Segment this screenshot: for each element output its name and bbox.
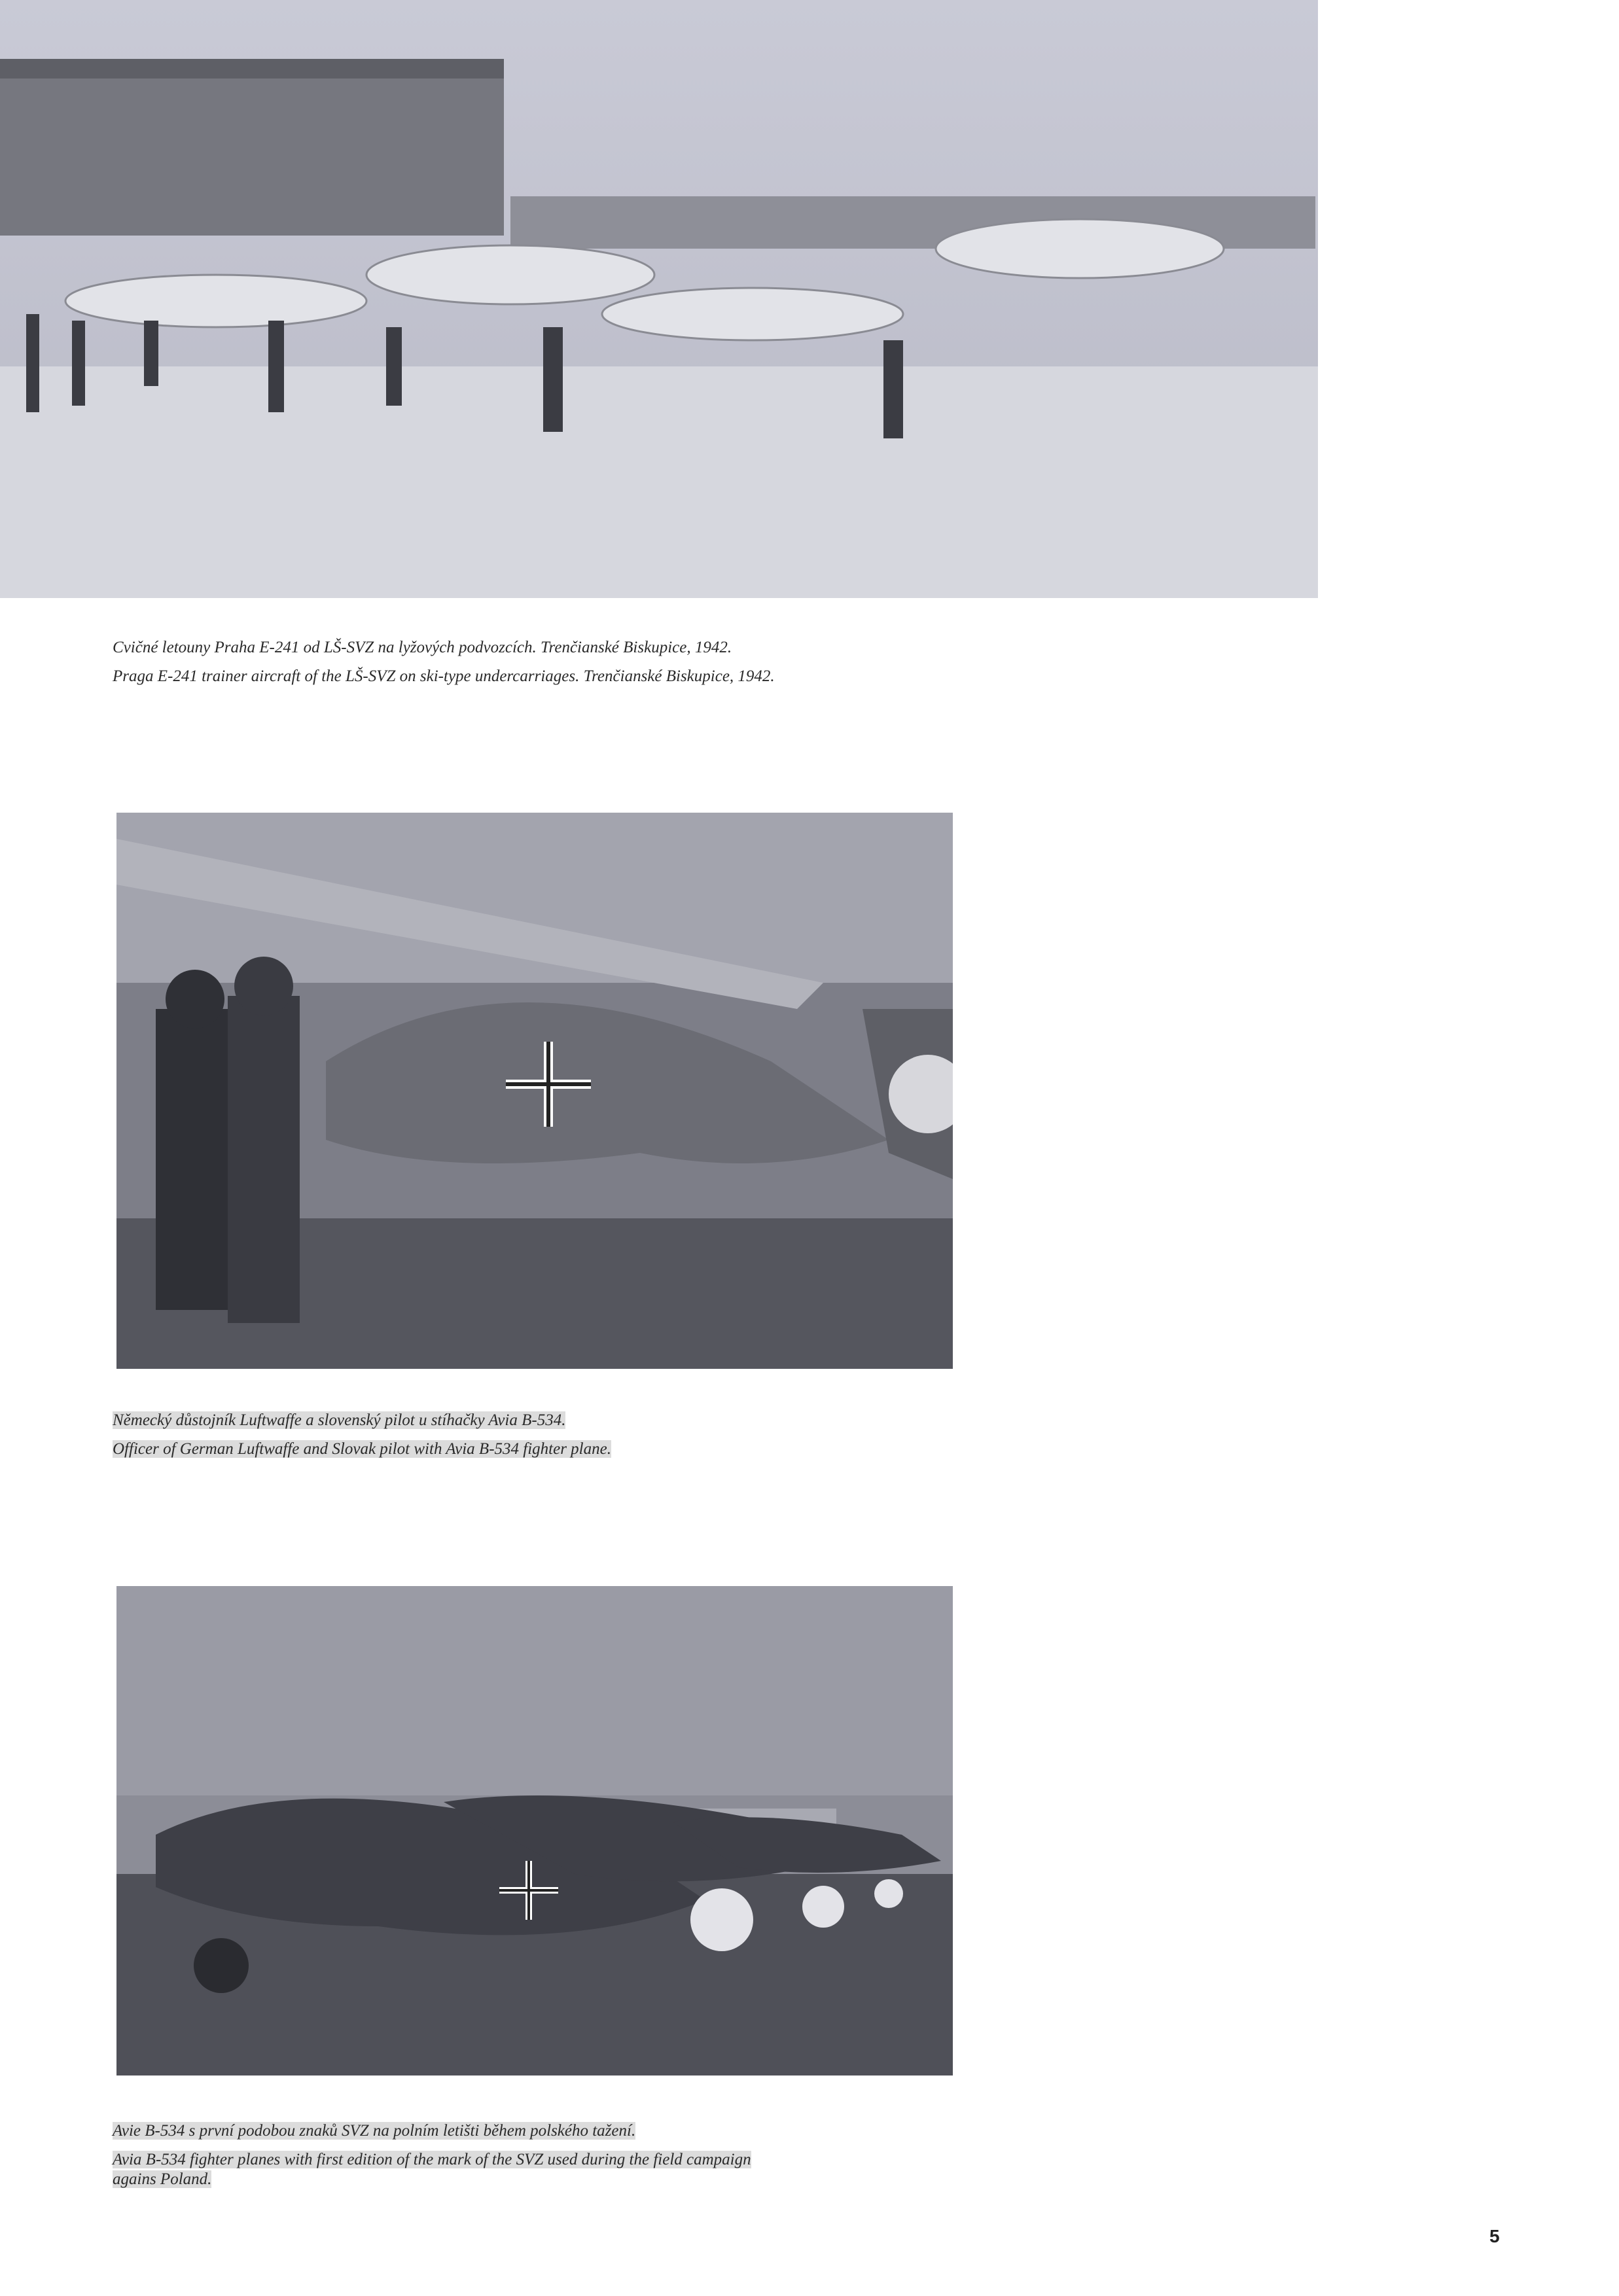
caption-czech: Německý důstojník Luftwaffe a slovenský pilot u stíhačky Avia B-534. (113, 1411, 566, 1429)
photo-avia-lineup (116, 1586, 953, 2075)
photo-luftwaffe-officer-avia (116, 813, 953, 1369)
photo-praga-trainers (0, 0, 1318, 598)
caption-czech: Avie B-534 s první podobou znaků SVZ na polním letišti během polského tažení. (113, 2122, 636, 2140)
caption-english: Avia B-534 fighter planes with first edition of the mark of the SVZ used during the field campaign agains Poland. (113, 2151, 751, 2188)
caption-english: Officer of German Luftwaffe and Slovak pilot with Avia B-534 fighter plane. (113, 1440, 611, 1458)
caption-photo-1 (113, 638, 800, 696)
caption-czech: Cvičné letouny Praha E-241 od LŠ-SVZ na lyžových podvozcích. Trenčianské Biskupice, 1942. (113, 639, 732, 656)
caption-photo-2 (113, 1411, 780, 1468)
page-number: 5 (1489, 2226, 1500, 2246)
caption-english: Praga E-241 trainer aircraft of the LŠ-SVZ on ski-type undercarriages. Trenčianské Biskupice, 1942. (113, 667, 775, 685)
caption-photo-3 (113, 2121, 787, 2199)
